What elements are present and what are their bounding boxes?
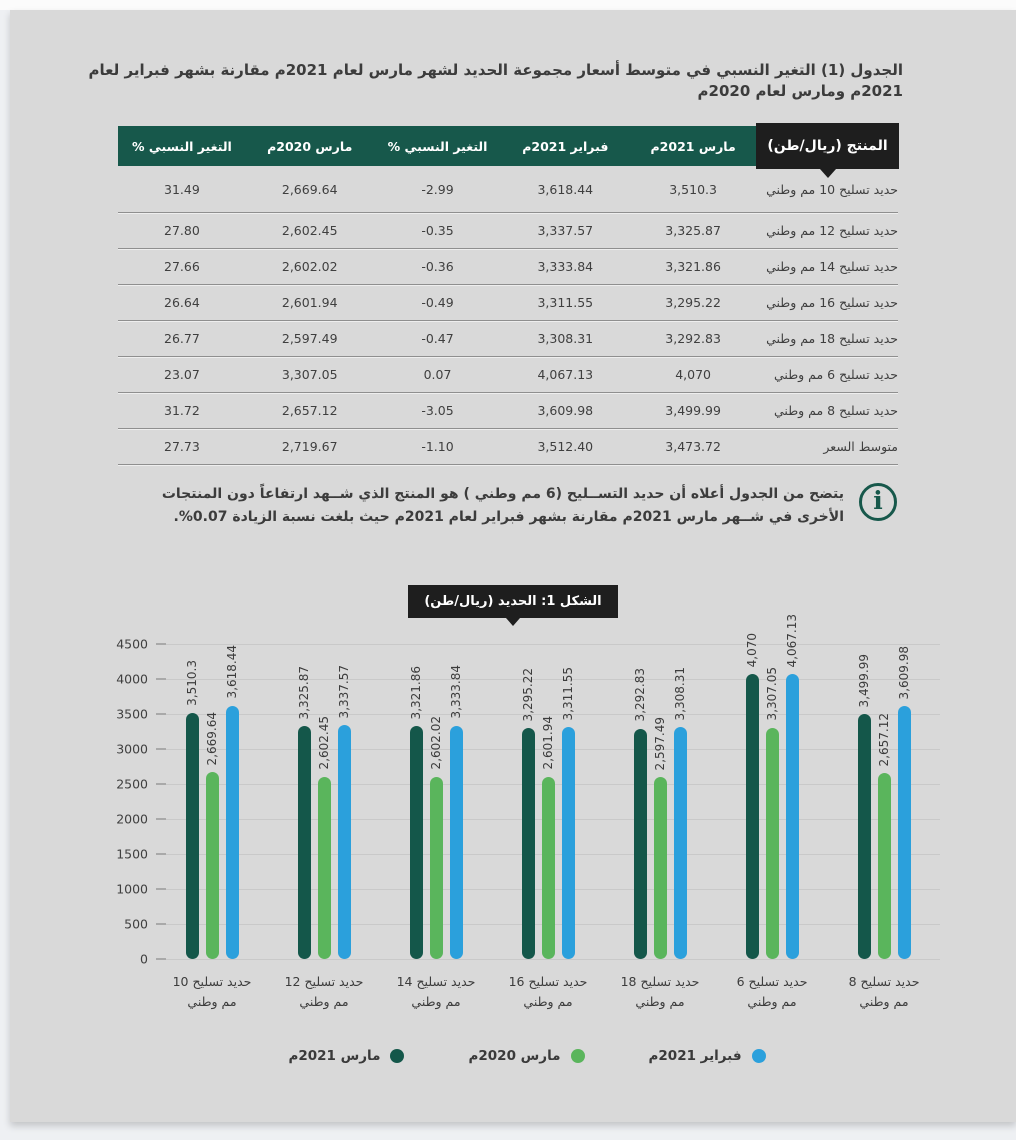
value-cell: 2,657.12 (281, 403, 338, 418)
value-cell: 26.77 (164, 331, 200, 346)
product-cell: متوسط السعر (823, 439, 898, 454)
x-axis-label (380, 972, 492, 1012)
column-header: فبراير 2021م (522, 138, 609, 154)
x-axis-label (156, 972, 268, 1012)
value-cell: -2.99 (421, 181, 454, 197)
page-title: الجدول (1) التغير النسبي في متوسط أسعار مجموعة الحديد لشهر مارس لعام 2021م مقارنة بشهر فبراير لعام 2021م ومارس لعام 2020م (88, 61, 903, 100)
bar (522, 728, 535, 959)
value-cell: 23.07 (164, 367, 200, 382)
column-header: التغير النسبي % (387, 138, 488, 154)
legend (114, 1048, 940, 1064)
x-axis-label (268, 972, 380, 1012)
x-axis-label-line: حديد تسليح 6 (736, 974, 808, 989)
y-axis-tick-label: 2000 (116, 811, 148, 827)
page-top-margin (0, 0, 1016, 10)
legend-label: فبراير 2021م (648, 1048, 742, 1064)
bar-value-label: 2,597.49 (653, 716, 667, 771)
x-axis-label-line: حديد تسليح 18 (620, 974, 700, 989)
bar-with-label (337, 665, 351, 959)
plot-area (156, 613, 940, 959)
bar (542, 777, 555, 959)
value-cell: -0.49 (421, 295, 454, 310)
bar-with-label (633, 668, 647, 959)
legend-item (468, 1048, 584, 1064)
value-cell: 3,512.40 (537, 439, 594, 454)
bar-value-label: 3,308.31 (673, 666, 687, 721)
product-cell: حديد تسليح 8 مم وطني (774, 403, 898, 418)
value-cell: 3,618.44 (537, 181, 594, 197)
value-cell: 3,308.31 (537, 331, 594, 346)
value-cell: 27.66 (164, 259, 200, 274)
bar-value-label: 3,337.57 (337, 664, 351, 719)
bar-with-label (429, 716, 443, 959)
value-cell: 3,473.72 (665, 439, 721, 454)
bar (410, 726, 423, 959)
product-cell: حديد تسليح 14 مم وطني (766, 259, 898, 274)
column-header: مارس 2021م (650, 138, 736, 154)
bar-with-label (561, 667, 575, 959)
table-row (118, 166, 898, 213)
value-cell: 4,070 (675, 367, 711, 382)
legend-label: مارس 2020م (468, 1048, 561, 1064)
bar-value-label: 3,510.3 (185, 660, 199, 707)
legend-swatch (752, 1049, 766, 1063)
bar-value-label: 2,669.64 (205, 711, 219, 766)
legend-swatch (571, 1049, 585, 1063)
y-axis-tick-label: 0 (140, 951, 148, 967)
value-cell: 4,067.13 (537, 367, 594, 382)
x-axis-label (828, 972, 940, 1012)
value-cell: 3,307.05 (281, 367, 338, 382)
product-cell: حديد تسليح 16 مم وطني (766, 295, 898, 310)
y-axis-tick-label: 1000 (116, 881, 148, 897)
bar (654, 777, 667, 959)
bar (562, 727, 575, 959)
value-cell: 27.73 (164, 439, 200, 454)
info-icon: i (859, 483, 897, 521)
x-axis-label (492, 972, 604, 1012)
value-cell: 2,669.64 (281, 181, 338, 197)
y-axis-tick-label: 3000 (116, 741, 148, 757)
bar (450, 726, 463, 959)
table-row (118, 213, 898, 249)
bar-with-label (897, 646, 911, 959)
value-cell: -0.35 (421, 223, 454, 238)
bar-value-label: 2,602.02 (429, 716, 443, 770)
table-row (118, 285, 898, 321)
value-cell: -0.47 (421, 331, 454, 346)
bar-value-label: 3,618.44 (225, 645, 239, 699)
value-cell: -1.10 (421, 439, 454, 454)
bar (674, 727, 687, 959)
legend-item (649, 1048, 766, 1064)
value-cell: 3,311.55 (537, 295, 594, 310)
x-axis-label (604, 972, 716, 1012)
bar-with-label (877, 713, 891, 959)
bar (878, 773, 891, 959)
bar-group (268, 644, 380, 959)
table-body (118, 166, 898, 465)
bar-group (492, 644, 604, 959)
bar-with-label (317, 716, 331, 959)
bar (858, 714, 871, 959)
value-cell: 3,325.87 (665, 223, 721, 238)
bar-with-label (225, 645, 239, 959)
bar-with-label (185, 660, 199, 959)
x-axis-label (716, 972, 828, 1012)
bar-with-label (521, 668, 535, 959)
x-axis-label-line: مم وطني (411, 994, 461, 1009)
bar-with-label (205, 712, 219, 959)
x-axis-label-line: مم وطني (299, 994, 349, 1009)
report-page (10, 10, 1016, 1122)
product-cell: حديد تسليح 6 مم وطني (774, 367, 898, 382)
value-cell: 31.72 (164, 403, 200, 418)
x-axis-label-line: حديد تسليح 16 (508, 974, 588, 989)
x-axis-label-line: مم وطني (635, 994, 685, 1009)
column-header: التغير النسبي % (132, 138, 232, 154)
x-axis-labels (156, 972, 940, 1012)
table-header-row (118, 126, 898, 166)
legend-swatch (390, 1049, 404, 1063)
price-table (118, 126, 898, 465)
value-cell: 3,292.83 (665, 331, 721, 346)
bar-value-label: 2,657.12 (877, 712, 891, 767)
x-axis-label-line: مم وطني (187, 994, 237, 1009)
bar-with-label (409, 666, 423, 959)
bar (206, 772, 219, 959)
note (130, 483, 897, 529)
value-cell: 2,601.94 (281, 295, 338, 310)
bar-value-label: 3,321.86 (409, 666, 423, 720)
product-cell: حديد تسليح 12 مم وطني (766, 223, 898, 238)
bar-with-label (857, 654, 871, 959)
y-axis-tick-label: 1500 (116, 846, 148, 862)
bar-group (716, 613, 828, 959)
bar-with-label (745, 633, 759, 959)
x-axis-label-line: مم وطني (859, 994, 909, 1009)
bar-value-label: 2,601.94 (541, 716, 555, 770)
bar-group (604, 644, 716, 959)
chart-row (114, 613, 940, 1012)
bar-with-label (297, 666, 311, 959)
value-cell: 3,609.98 (537, 403, 594, 418)
table-row (118, 249, 898, 285)
bar-value-label: 3,325.87 (297, 665, 311, 720)
product-header: المنتج (ريال/طن) (756, 123, 899, 169)
bar (298, 726, 311, 959)
value-cell: -0.36 (421, 259, 454, 274)
y-axis-tick-label: 2500 (116, 776, 148, 792)
bar-groups (156, 613, 940, 959)
value-cell: -3.05 (421, 403, 454, 418)
bar-value-label: 3,307.05 (765, 667, 779, 721)
bar (786, 674, 799, 959)
legend-item (288, 1048, 404, 1064)
table-row (118, 321, 898, 357)
x-axis-label-line: حديد تسليح 12 (284, 974, 364, 989)
value-cell: 26.64 (164, 295, 200, 310)
bar (766, 728, 779, 959)
bar-group (828, 644, 940, 959)
bar (226, 706, 239, 959)
value-cell: 2,602.02 (281, 259, 338, 274)
bar (318, 777, 331, 959)
bar-value-label: 3,295.22 (521, 667, 535, 722)
value-cell: 3,333.84 (537, 259, 594, 274)
bar-value-label: 2,602.45 (317, 716, 331, 770)
bar (898, 706, 911, 959)
value-cell: 3,337.57 (537, 223, 594, 238)
value-cell: 3,510.3 (669, 181, 717, 197)
value-cell: 2,719.67 (281, 439, 338, 454)
bar (430, 777, 443, 959)
bar-value-label: 4,070 (745, 632, 759, 668)
figure-title-row (10, 585, 1016, 618)
bar-group (156, 644, 268, 959)
bar (746, 674, 759, 959)
y-axis-tick-label: 4500 (116, 636, 148, 652)
x-axis-label-line: حديد تسليح 14 (396, 974, 476, 989)
bar-value-label: 3,499.99 (857, 653, 871, 708)
table-row (118, 393, 898, 429)
value-cell: 2,597.49 (281, 331, 338, 346)
bar-group (380, 644, 492, 959)
y-axis-tick-label: 500 (124, 916, 148, 932)
bar-value-label: 3,609.98 (897, 645, 911, 700)
bar-with-label (449, 665, 463, 959)
bar (338, 725, 351, 959)
product-cell: حديد تسليح 18 مم وطني (766, 331, 898, 346)
y-axis-tick-label: 3500 (116, 706, 148, 722)
table-row (118, 429, 898, 465)
bar-with-label (765, 667, 779, 959)
bar-value-label: 3,292.83 (633, 668, 647, 722)
value-cell: 31.49 (164, 181, 200, 197)
x-axis-label-line: مم وطني (747, 994, 797, 1009)
bar-value-label: 3,333.84 (449, 665, 463, 719)
bar (634, 729, 647, 959)
x-axis-label-line: حديد تسليح 10 (172, 974, 252, 989)
value-cell: 2,602.45 (281, 223, 338, 238)
bar-with-label (541, 716, 555, 959)
y-axis (114, 636, 156, 967)
y-axis-tick-label: 4000 (116, 671, 148, 687)
product-cell: حديد تسليح 10 مم وطني (766, 181, 898, 197)
bar-with-label (673, 667, 687, 959)
bar-value-label: 4,067.13 (785, 613, 799, 668)
bar-with-label (785, 614, 799, 959)
value-cell: 3,321.86 (665, 259, 721, 274)
x-axis-label-line: حديد تسليح 8 (848, 974, 920, 989)
bar-value-label: 3,311.55 (561, 666, 575, 721)
value-cell: 3,295.22 (665, 295, 721, 310)
value-cell: 27.80 (164, 223, 200, 238)
bar-with-label (653, 717, 667, 959)
bar (186, 713, 199, 959)
legend-label: مارس 2021م (288, 1048, 381, 1064)
note-text: يتضح من الجدول أعلاه أن حديد التســليح (6 مم وطني ) هو المنتج الذي شــهد ارتفاعاً دون المنتجات الأخرى في شــهر مارس 2021م مقارنة بشهر فبراير لعام 2021م حيث بلغت نسبة الزيادة 0.07%. (161, 486, 844, 525)
column-header: مارس 2020م (267, 138, 353, 154)
table-row (118, 357, 898, 393)
value-cell: 3,499.99 (665, 403, 721, 418)
figure-title: الشكل 1: الحديد (ريال/طن) (408, 585, 617, 618)
value-cell: 0.07 (423, 367, 452, 382)
bar-chart (114, 613, 940, 1064)
x-axis-label-line: مم وطني (523, 994, 573, 1009)
